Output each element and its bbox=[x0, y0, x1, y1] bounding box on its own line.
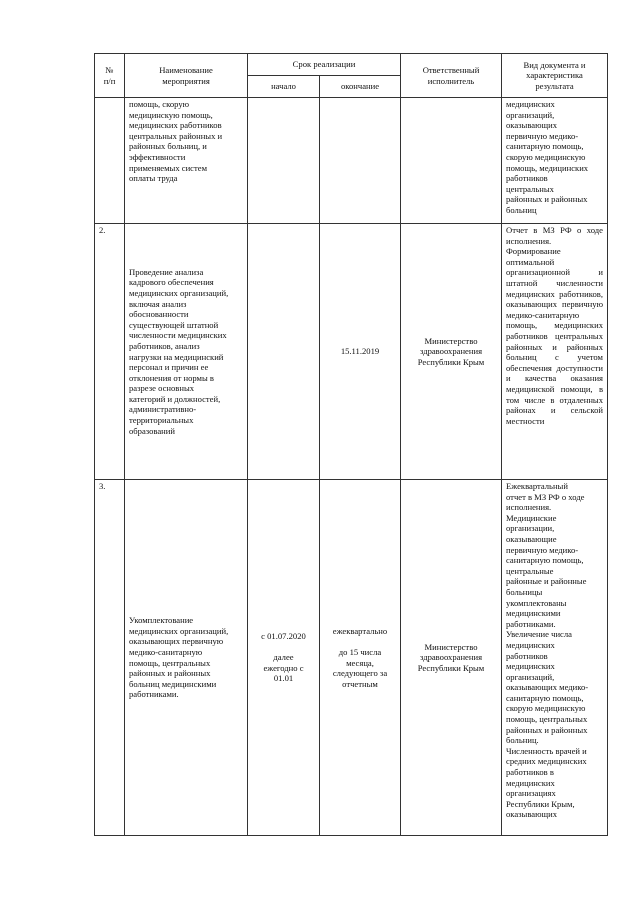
row-result: медицинских организаций, оказывающих первичную медико- санитарную помощь, скорую медицинскую помощь, медицинских работников центральных районных и районных больниц bbox=[502, 98, 608, 224]
row-responsible: Министерство здравоохранения Республики Крым bbox=[401, 224, 502, 480]
header-term: Срок реализации bbox=[248, 54, 401, 76]
table-row bbox=[95, 224, 608, 480]
header-result: Вид документа и характеристика результата bbox=[502, 54, 608, 98]
header-responsible: Ответственный исполнитель bbox=[401, 54, 502, 98]
header-name: Наименование мероприятия bbox=[125, 54, 248, 98]
row-start bbox=[248, 224, 320, 480]
table-row bbox=[95, 480, 608, 836]
row-name: Проведение анализа кадрового обеспечения медицинских организаций, включая анализ обоснованности существующей штатной численности медицинских работников, анализ нагрузки на медицинский персонал и причин ее отклонения от нормы в разрезе основных категорий и должностей, административно- территориальных образований bbox=[125, 224, 248, 480]
row-end: ежеквартально до 15 числа месяца, следующего за отчетным bbox=[320, 480, 401, 836]
row-num: 3. bbox=[95, 480, 125, 836]
header-start: начало bbox=[248, 76, 320, 98]
row-start bbox=[248, 98, 320, 224]
row-name: помощь, скорую медицинскую помощь, медицинских работников центральных районных и районных больниц, и эффективности применяемых систем оплаты труда bbox=[125, 98, 248, 224]
row-responsible bbox=[401, 98, 502, 224]
row-result: Ежеквартальный отчет в МЗ РФ о ходе исполнения. Медицинские организации, оказывающие первичную медико- санитарную помощь, центральные районные и районные больницы укомплектованы медицинскими работниками. Увеличение числа медицинских работников медицинских организаций, оказывающих медико- санитарную помощь, скорую медицинскую помощь, центральных районных и районных больниц. Численность врачей и средних медицинских работников в медицинских организациях Республики Крым, оказывающих bbox=[502, 480, 608, 836]
row-result: Отчет в МЗ РФ о ходе исполнения. Формирование оптимальной организационной и штатной численности медицинских работников, оказывающих первичную медико-санитарную помощь, медицинских работников центральных районных и районных больниц с учетом обеспечения доступности и качества оказания медицинской помощи, в том числе в отдаленных районах и сельской местности bbox=[502, 224, 608, 480]
row-num: 2. bbox=[95, 224, 125, 480]
header-num: № п/п bbox=[95, 54, 125, 98]
row-end bbox=[320, 98, 401, 224]
row-end: 15.11.2019 bbox=[320, 224, 401, 480]
row-responsible: Министерство здравоохранения Республики Крым bbox=[401, 480, 502, 836]
measures-table bbox=[94, 53, 608, 836]
row-name: Укомплектование медицинских организаций, оказывающих первичную медико-санитарную помощь, центральных районных и районных больниц медицинскими работниками. bbox=[125, 480, 248, 836]
header-end: окончание bbox=[320, 76, 401, 98]
row-num bbox=[95, 98, 125, 224]
row-start: с 01.07.2020 далее ежегодно с 01.01 bbox=[248, 480, 320, 836]
table-row bbox=[95, 98, 608, 224]
